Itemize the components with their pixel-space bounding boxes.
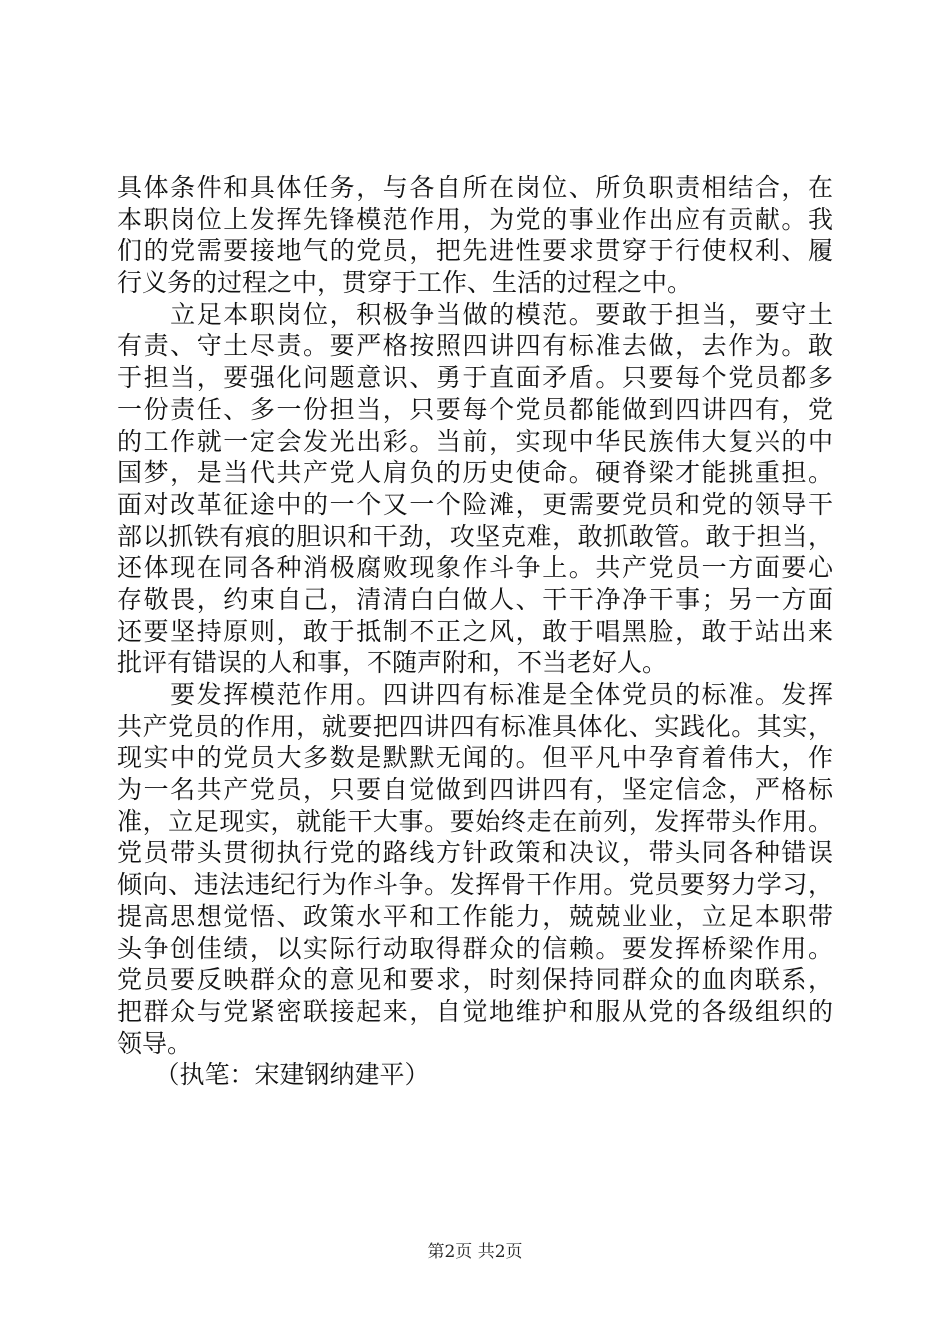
text-line: 党员要反映群众的意见和要求，时刻保持同群众的血肉联系， (117, 965, 833, 995)
text-line: 面对改革征途中的一个又一个险滩，更需要党员和党的领导干 (117, 489, 833, 519)
text-line: 存敬畏，约束自己，清清白白做人、干干净净干事；另一方面 (117, 584, 833, 614)
text-line: 的工作就一定会发光出彩。当前，实现中华民族伟大复兴的中 (117, 426, 833, 456)
text-line: （执笔：宋建钢纳建平） (117, 1060, 430, 1090)
article-body (117, 172, 833, 1091)
text-line: 提高思想觉悟、政策水平和工作能力，兢兢业业，立足本职带 (117, 901, 833, 931)
text-line: 倾向、违法违纪行为作斗争。发挥骨干作用。党员要努力学习， (117, 870, 833, 900)
text-line: 本职岗位上发挥先锋模范作用，为党的事业作出应有贡献。我 (117, 204, 833, 234)
text-line: 准，立足现实，就能干大事。要始终走在前列，发挥带头作用。 (117, 806, 833, 836)
text-line: 部以抓铁有痕的胆识和干劲，攻坚克难，敢抓敢管。敢于担当， (117, 521, 833, 551)
text-line: 行义务的过程之中，贯穿于工作、生活的过程之中。 (117, 268, 693, 298)
text-line: 为一名共产党员，只要自觉做到四讲四有，坚定信念，严格标 (117, 775, 833, 805)
text-line: 还体现在同各种消极腐败现象作斗争上。共产党员一方面要心 (117, 553, 833, 583)
text-line: 有责、守土尽责。要严格按照四讲四有标准去做，去作为。敢 (117, 331, 833, 361)
text-line: 于担当，要强化问题意识、勇于直面矛盾。只要每个党员都多 (117, 363, 833, 393)
text-line: 们的党需要接地气的党员，把先进性要求贯穿于行使权利、履 (117, 236, 833, 266)
page-footer: 第2页 共2页 (427, 1242, 523, 1262)
text-line: 还要坚持原则，敢于抵制不正之风，敢于唱黑脸，敢于站出来 (117, 616, 833, 646)
text-line: 把群众与党紧密联接起来，自觉地维护和服从党的各级组织的 (117, 996, 833, 1026)
text-line: 具体条件和具体任务，与各自所在岗位、所负职责相结合，在 (117, 173, 833, 202)
text-line: 头争创佳绩，以实际行动取得群众的信赖。要发挥桥梁作用。 (117, 933, 833, 963)
text-line: 一份责任、多一份担当，只要每个党员都能做到四讲四有，党 (117, 394, 833, 424)
text-line: 国梦，是当代共产党人肩负的历史使命。硬脊梁才能挑重担。 (117, 458, 833, 488)
text-line: 要发挥模范作用。四讲四有标准是全体党员的标准。发挥 (117, 680, 833, 709)
text-line: 现实中的党员大多数是默默无闻的。但平凡中孕育着伟大，作 (117, 743, 833, 773)
text-line: 立足本职岗位，积极争当做的模范。要敢于担当，要守土 (117, 299, 833, 329)
text-line: 共产党员的作用，就要把四讲四有标准具体化、实践化。其实， (117, 711, 833, 741)
text-line: 领导。 (117, 1028, 193, 1058)
text-line: 党员带头贯彻执行党的路线方针政策和决议，带头同各种错误 (117, 838, 833, 868)
text-line: 批评有错误的人和事，不随声附和，不当老好人。 (117, 648, 668, 678)
